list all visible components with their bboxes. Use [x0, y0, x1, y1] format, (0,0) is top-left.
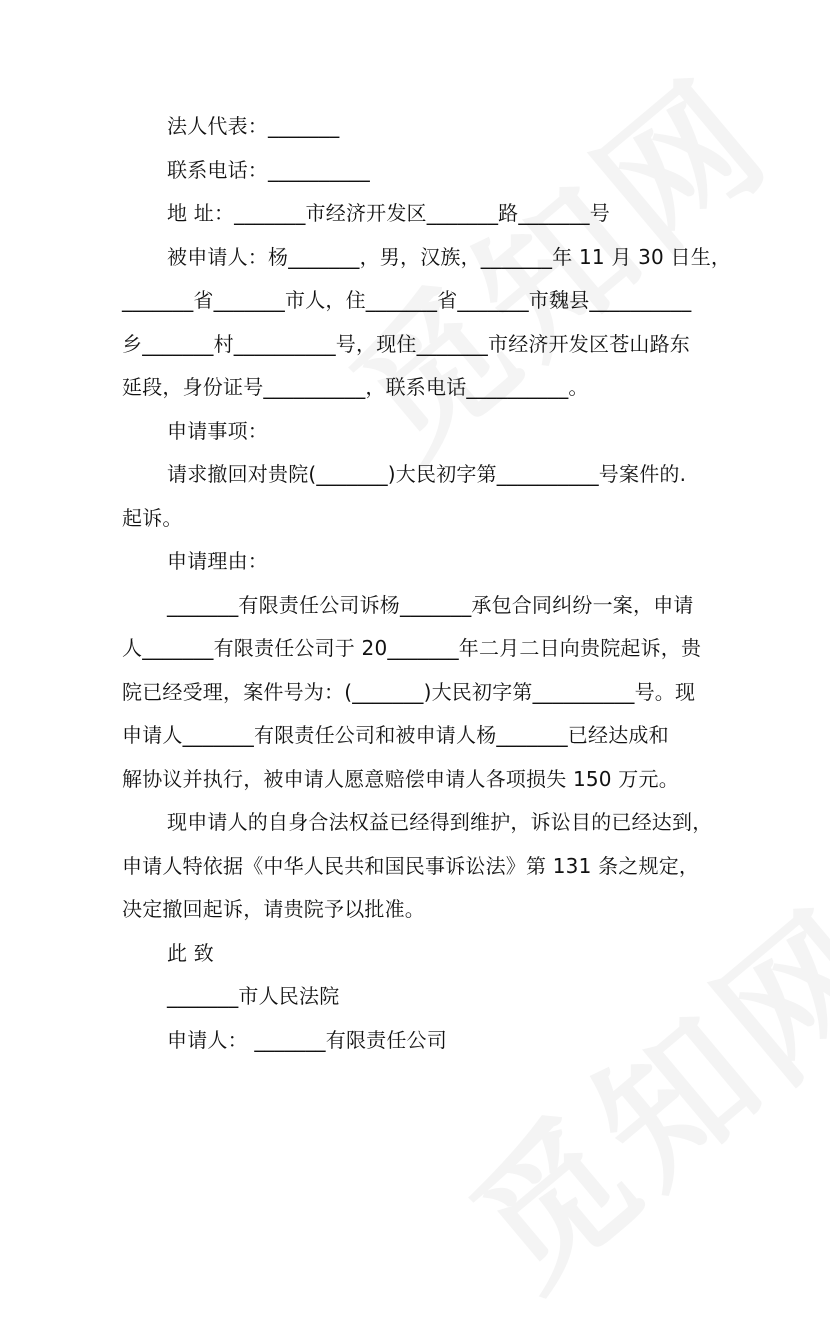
line-respondent-id: 延段，身份证号__________，联系电话__________。 [122, 375, 589, 399]
document-body [122, 105, 732, 1062]
line-legal-representative: 法人代表：_______ [167, 114, 340, 138]
line-request: 请求撤回对贵院(_______)大民初字第__________号案件的. [167, 462, 687, 486]
line-reason-2: 人_______有限责任公司于 20_______年二月二日向贵院起诉，贵 [122, 636, 702, 660]
line-reason-5: 解协议并执行，被申请人愿意赔偿申请人各项损失 150 万元。 [122, 766, 679, 791]
line-respondent: 被申请人：杨_______，男，汉族，_______年 11 月 30 日生， [167, 244, 732, 269]
line-applicant-signature: 申请人： _______有限责任公司 [167, 1027, 447, 1052]
heading-request-reasons: 申请理由： [167, 549, 268, 573]
line-court: _______市人民法院 [167, 984, 340, 1008]
line-reason-6: 现申请人的自身合法权益已经得到维护，诉讼目的已经达到， [167, 810, 713, 834]
line-contact-phone: 联系电话：__________ [167, 157, 370, 182]
line-respondent-origin: _______省_______市人，住_______省_______市魏县__________ [122, 288, 692, 312]
line-reason-8: 决定撤回起诉，请贵院予以批准。 [122, 897, 425, 921]
heading-request-items: 申请事项： [167, 418, 268, 443]
line-reason-4: 申请人_______有限责任公司和被申请人杨_______已经达成和 [122, 723, 669, 747]
line-request-end: 起诉。 [122, 505, 183, 530]
line-reason-1: _______有限责任公司诉杨_______承包合同纠纷一案，申请 [167, 592, 694, 617]
line-reason-3: 院已经受理，案件号为：(_______)大民初字第__________号。现 [122, 679, 696, 704]
line-reason-7: 申请人特依据《中华人民共和国民事诉讼法》第 131 条之规定， [122, 853, 700, 878]
line-respondent-residence: 乡_______村__________号，现住_______市经济开发区苍山路东 [122, 331, 690, 356]
line-salutation: 此 致 [167, 940, 214, 965]
line-address: 地 址：_______市经济开发区_______路_______号 [167, 201, 610, 225]
